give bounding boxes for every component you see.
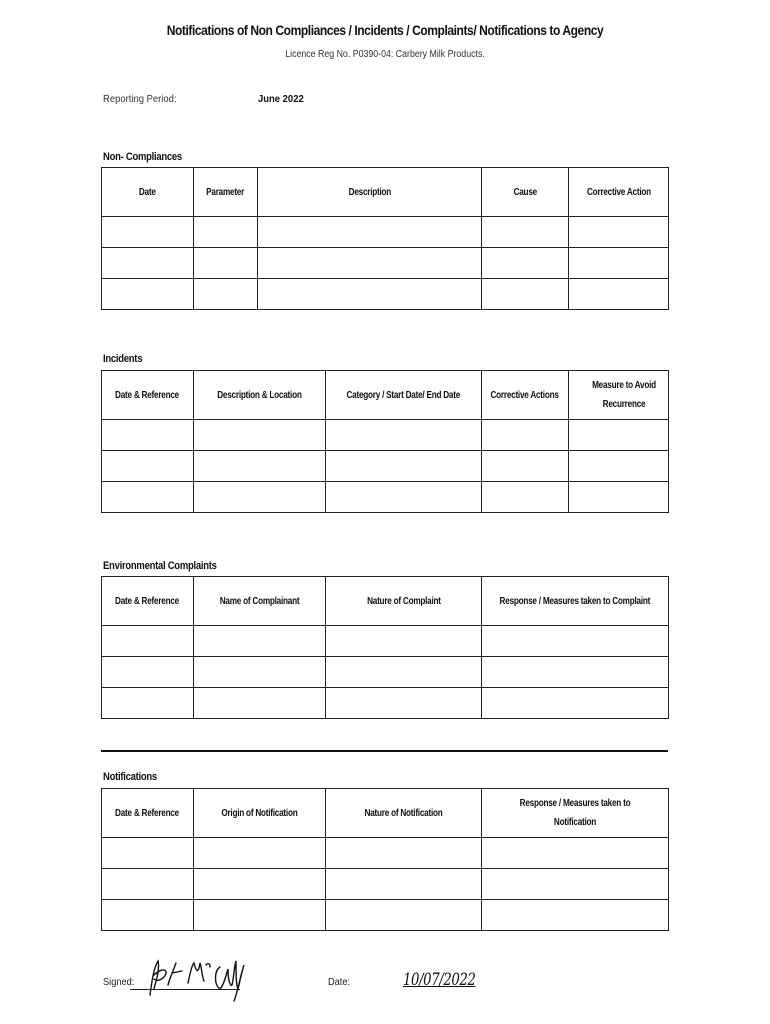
header-cell: Date bbox=[102, 168, 194, 217]
table-row bbox=[102, 838, 669, 869]
non-compliances-title: Non- Compliances bbox=[103, 151, 182, 163]
header-cell: Origin of Notification bbox=[194, 789, 326, 838]
table-header-row bbox=[102, 789, 669, 838]
incidents-title: Incidents bbox=[103, 353, 143, 365]
table-row bbox=[102, 482, 669, 513]
table-row bbox=[102, 688, 669, 719]
header-cell: Date & Reference bbox=[102, 371, 194, 420]
table-row bbox=[102, 900, 669, 931]
header-cell: Response / Measures taken to Notification bbox=[482, 789, 669, 838]
header-cell: Corrective Actions bbox=[482, 371, 569, 420]
header-cell: Name of Complainant bbox=[194, 577, 326, 626]
header-cell: Cause bbox=[482, 168, 569, 217]
non-compliances-table bbox=[101, 167, 669, 310]
notifications-table bbox=[101, 788, 669, 931]
table-row bbox=[102, 248, 669, 279]
table-row bbox=[102, 217, 669, 248]
incidents-table bbox=[101, 370, 669, 513]
table-row bbox=[102, 451, 669, 482]
header-cell: Date & Reference bbox=[102, 577, 194, 626]
header-cell: Description & Location bbox=[194, 371, 326, 420]
header-cell: Parameter bbox=[194, 168, 258, 217]
reporting-period-label: Reporting Period: bbox=[103, 93, 177, 105]
document-title: Notifications of Non Compliances / Incidents / Complaints/ Notifications to Agency bbox=[166, 22, 604, 38]
header-cell: Description bbox=[258, 168, 482, 217]
header-cell: Nature of Notification bbox=[326, 789, 482, 838]
header-cell: Response / Measures taken to Complaint bbox=[482, 577, 669, 626]
notifications-title: Notifications bbox=[103, 771, 157, 783]
reporting-period-value: June 2022 bbox=[258, 93, 304, 105]
header-cell: Corrective Action bbox=[569, 168, 669, 217]
handwritten-signature bbox=[140, 955, 250, 1005]
date-label: Date: bbox=[328, 976, 351, 988]
table-header-row bbox=[102, 371, 669, 420]
environmental-complaints-title: Environmental Complaints bbox=[103, 560, 217, 572]
table-row bbox=[102, 657, 669, 688]
licence-subtitle: Licence Reg No. P0390-04: Carbery Milk Products. bbox=[285, 49, 485, 60]
signed-label: Signed: bbox=[103, 976, 135, 988]
header-cell: Measure to Avoid Recurrence bbox=[569, 371, 669, 420]
header-cell: Nature of Complaint bbox=[326, 577, 482, 626]
table-row bbox=[102, 279, 669, 310]
table-row bbox=[102, 626, 669, 657]
table-row bbox=[102, 420, 669, 451]
header-cell: Date & Reference bbox=[102, 789, 194, 838]
section-divider bbox=[101, 750, 668, 752]
header-cell: Category / Start Date/ End Date bbox=[326, 371, 482, 420]
table-header-row bbox=[102, 577, 669, 626]
table-header-row bbox=[102, 168, 669, 217]
table-row bbox=[102, 869, 669, 900]
date-value: 10/07/2022 bbox=[403, 970, 476, 990]
environmental-complaints-table bbox=[101, 576, 669, 719]
